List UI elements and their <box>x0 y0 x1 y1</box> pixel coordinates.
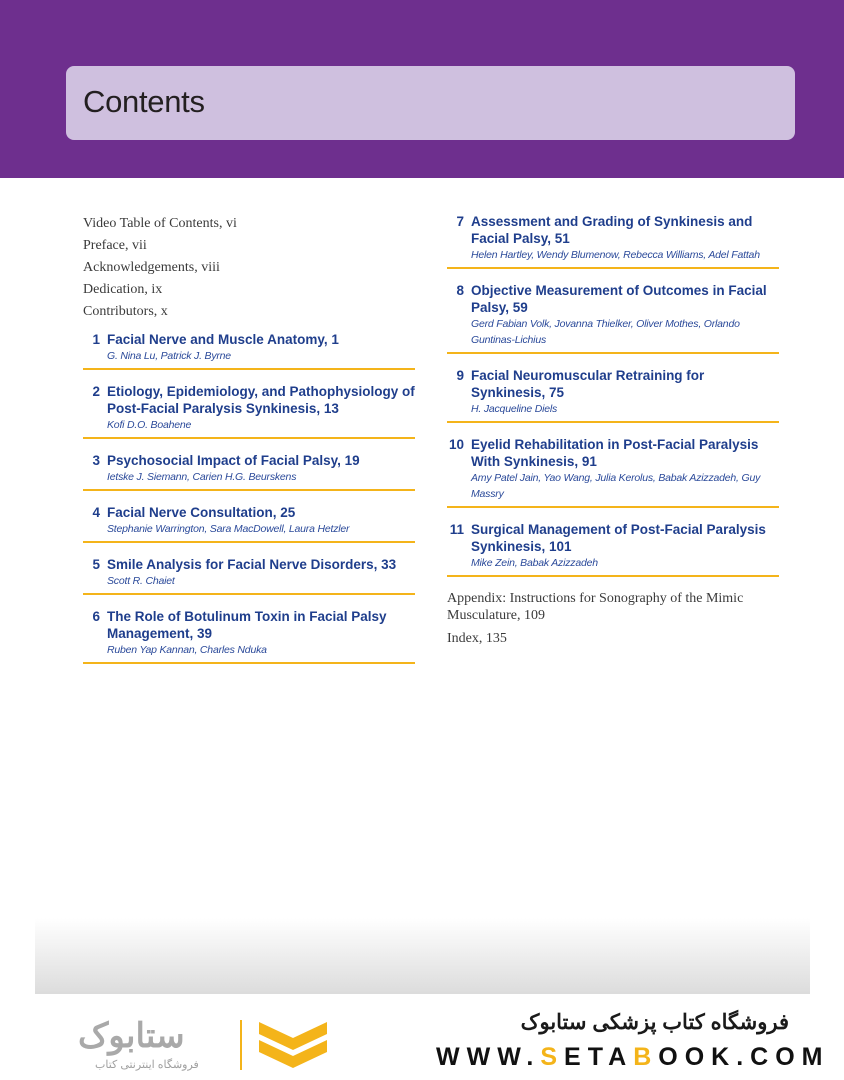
chapter-title[interactable]: Eyelid Rehabilitation in Post-Facial Paralysis With Synkinesis, 91 <box>471 437 759 469</box>
chapter-authors: Helen Hartley, Wendy Blumenow, Rebecca Williams, Adel Fattah <box>471 249 760 261</box>
back-matter-item[interactable]: Index, 135 <box>447 631 507 646</box>
page-title: Contents <box>83 84 205 119</box>
chapter-number: 6 <box>92 609 100 624</box>
chapter-title[interactable]: Facial Nerve and Muscle Anatomy, 1 <box>107 332 339 347</box>
chapter-entry[interactable] <box>83 452 415 491</box>
left-column <box>83 213 415 677</box>
chapter-number: 4 <box>92 505 100 520</box>
chapter-entry[interactable] <box>447 367 779 423</box>
chapter-number: 2 <box>92 384 100 399</box>
chapter-entry[interactable] <box>447 213 779 269</box>
chapter-entry[interactable] <box>83 331 415 370</box>
chapter-authors: Amy Patel Jain, Yao Wang, Julia Kerolus, Babak Azizzadeh, Guy Massry <box>471 472 761 500</box>
chapter-title[interactable]: Smile Analysis for Facial Nerve Disorders, 33 <box>107 557 397 572</box>
chapter-number: 8 <box>456 283 464 298</box>
chapter-authors: Gerd Fabian Volk, Jovanna Thielker, Oliver Mothes, Orlando Guntinas-Lichius <box>471 318 740 346</box>
chapter-number: 1 <box>92 332 100 347</box>
chapter-number: 7 <box>456 214 464 229</box>
chapter-number: 3 <box>92 453 100 468</box>
chapter-authors: Scott R. Chaiet <box>107 575 175 587</box>
logo-divider <box>240 1020 242 1070</box>
store-logo-subtitle: فروشگاه اینترنتی کتاب <box>95 1059 199 1071</box>
front-matter-list <box>83 213 415 323</box>
chapter-title[interactable]: The Role of Botulinum Toxin in Facial Palsy Management, 39 <box>107 609 387 641</box>
front-matter-item[interactable]: Preface, vii <box>83 238 147 253</box>
front-matter-item[interactable]: Acknowledgements, viii <box>83 260 220 275</box>
chapter-authors: G. Nina Lu, Patrick J. Byrne <box>107 350 231 362</box>
book-stack-icon <box>255 1018 331 1074</box>
chapter-number: 10 <box>448 437 464 452</box>
chapter-entry[interactable] <box>83 383 415 439</box>
chapter-title[interactable]: Assessment and Grading of Synkinesis and Facial Palsy, 51 <box>471 214 753 246</box>
chapter-entry[interactable] <box>447 521 779 577</box>
front-matter-item[interactable]: Video Table of Contents, vi <box>83 216 237 231</box>
chapter-title[interactable]: Objective Measurement of Outcomes in Facial Palsy, 59 <box>471 283 767 315</box>
chapter-title[interactable]: Surgical Management of Post-Facial Paralysis Synkinesis, 101 <box>471 522 766 554</box>
url-part: ETA <box>564 1043 634 1071</box>
back-matter-item[interactable]: Appendix: Instructions for Sonography of the Mimic Musculature, 109 <box>447 591 744 623</box>
chapter-title[interactable]: Facial Nerve Consultation, 25 <box>107 505 296 520</box>
url-highlight: S <box>540 1043 565 1071</box>
chapter-authors: Stephanie Warrington, Sara MacDowell, Laura Hetzler <box>107 523 350 535</box>
chapter-entry[interactable] <box>447 282 779 354</box>
chapter-authors: Mike Zein, Babak Azizzadeh <box>471 557 598 569</box>
chapter-number: 11 <box>449 522 464 537</box>
chapter-entry[interactable] <box>447 436 779 508</box>
chapter-number: 5 <box>92 557 100 572</box>
chapter-title[interactable]: Facial Neuromuscular Retraining for Synkinesis, 75 <box>471 368 705 400</box>
url-part: OOK.COM <box>658 1043 830 1071</box>
chapter-entry[interactable] <box>83 608 415 664</box>
chapter-authors: Ietske J. Siemann, Carien H.G. Beurskens <box>107 471 297 483</box>
chapter-authors: Ruben Yap Kannan, Charles Nduka <box>107 644 267 656</box>
right-column <box>447 213 779 653</box>
chapter-entry[interactable] <box>83 556 415 595</box>
front-matter-item[interactable]: Dedication, ix <box>83 282 163 297</box>
chapter-authors: Kofi D.O. Boahene <box>107 419 192 431</box>
store-name: فروشگاه کتاب پزشکی ستابوک <box>520 1011 789 1034</box>
chapter-number: 9 <box>456 368 464 383</box>
chapter-entry[interactable] <box>83 504 415 543</box>
url-highlight: B <box>633 1043 659 1071</box>
chapter-authors: H. Jacqueline Diels <box>471 403 558 415</box>
front-matter-item[interactable]: Contributors, x <box>83 304 168 319</box>
store-logo-text: ستابوک <box>78 1017 185 1055</box>
chapter-title[interactable]: Etiology, Epidemiology, and Pathophysiology of Post-Facial Paralysis Synkinesis, 13 <box>107 384 415 416</box>
back-matter-list <box>447 590 779 647</box>
url-part: WWW. <box>436 1043 541 1071</box>
chapter-title[interactable]: Psychosocial Impact of Facial Palsy, 19 <box>107 453 360 468</box>
title-box <box>66 66 795 140</box>
page-bottom-shadow <box>35 918 810 994</box>
store-url[interactable] <box>436 1043 829 1072</box>
